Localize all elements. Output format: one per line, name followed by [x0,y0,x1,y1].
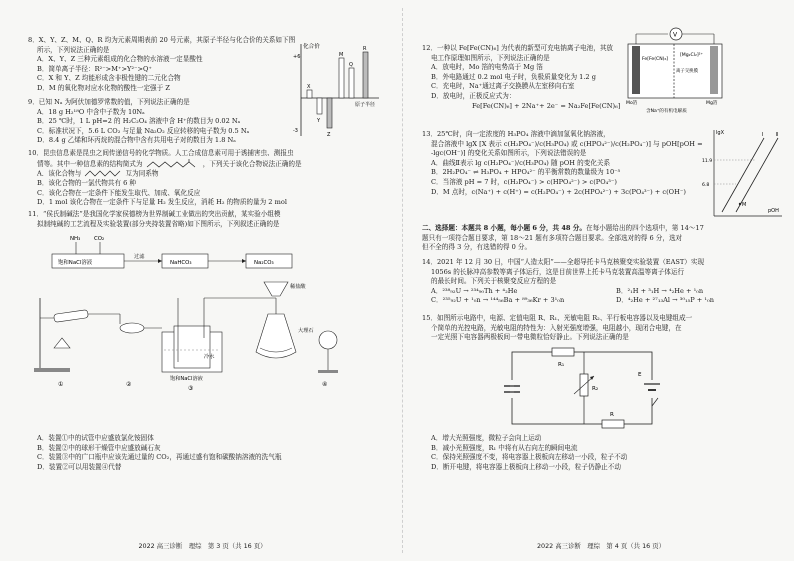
right-page-footer: 2022 高三诊断 理综 第 4 页（共 16 页） [536,542,666,550]
q15-label-r2: R₂ [592,386,599,392]
q8-letter-x: X [307,84,311,90]
q13-option-a: A．曲线Ⅱ表示 lg c(H₂PO₄⁻)/c(H₃PO₄) 随 pOH 的变化关系 [431,158,611,167]
q8-chart-ylabel: 化合价 [303,44,320,50]
q13-chart-ylabel: lgX [716,130,724,136]
q11-label-hcl: 稀盐酸 [290,284,306,290]
section-2-title: 二、选择题：本题共 8 小题，每小题 6 分，共 48 分。 [422,224,586,232]
q13-stem-line: -lgc(OH⁻)] 的变化关系如图所示，下列说法错误的是 [431,149,587,158]
q9-stem-line: 9．已知 Nₐ 为阿伏加德罗常数的值，下列说法正确的是 [28,98,190,106]
q12-electrode-mg: Mg箔 [706,101,718,106]
section-2-line: 但不全的得 3 分，有选错的得 0 分。 [422,243,532,252]
q12-membrane-label: 离子交换膜 [676,69,698,74]
q10-structure-homolog [83,169,123,178]
q12-option-d-equation: Fe[Fe(CN)₆] + 2Na⁺+ 2e⁻ = Na₂Fe[Fe(CN)₆] [472,101,621,110]
q8-option-c: C．X 和 Y、Z 均能形成含非极性键的二元化合物 [37,74,181,83]
q8-option-b: B．简单离子半径：R²⁻>M⁺>Y²⁻>Q⁺ [37,64,152,73]
q8-letter-m: M [339,52,344,58]
q8-bar-z [327,98,332,128]
question-15 [422,314,692,343]
q11-num-2: ② [126,381,132,388]
q15-resistor-r [602,420,624,428]
q11-label-cold-water: 冷水 [204,354,215,360]
q12-option-a: A．放电时，Mo 箔的电势高于 Mg 箔 [431,63,543,72]
q13-option-d: D．M 点时，c(Na⁺) + c(H⁺) = c(H₂PO₄⁻) + 2c(HPO₄²⁻) + 3c(PO₄³⁻) + c(OH⁻) [431,187,686,196]
q15-label-e: E [638,372,642,378]
q12-stem-line: 12．一种以 Fe[Fe(CN)₆] 为代表的新型可充电钠离子电池，其放 [422,44,614,52]
question-10 [28,149,302,208]
q10-stem-line: 10．昆虫信息素是昆虫之间传递信号的化学物质。人工合成信息素可用于诱捕害虫、测报虫 [28,149,294,157]
q13-chart-ytick-low: 6.8 [702,183,710,188]
question-12 [422,44,620,111]
q13-option-c: C．当溶液 pH = 7 时，c(H₂PO₄⁻) > c(HPO₄²⁻) > c(PO₄³⁻) [431,177,617,186]
q8-bar-r [363,52,368,98]
q11-options [28,434,281,472]
q10-structure-skeletal [145,159,201,169]
q10-option-a: A．该化合物与 [37,169,82,178]
q13-curve-1 [722,138,764,212]
q11-option-b: B．装置②中的球形干燥管中应盛放碱石灰 [37,443,161,452]
q10-stem-line: ，下列关于该化合物说法正确的是 [202,159,302,168]
q8-bar-m [339,58,344,98]
q11-option-d: D．装置②可以用装置④代替 [37,462,122,471]
q13-curve-1-label: Ⅰ [762,132,764,138]
q13-chart-ytick-high: 11.9 [702,159,713,164]
section-2-header [422,224,704,253]
q8-letter-z: Z [327,132,331,138]
q12-mg-electrode [710,46,718,94]
question-11 [28,210,281,229]
left-page-footer: 2022 高三诊断 理综 第 3 页（共 16 页） [138,542,267,550]
q15-option-b: B．减小光照强度，R₁ 中将有从右向左的瞬间电流 [431,443,578,452]
q15-circuit-figure [502,346,662,432]
q10-stem-line: 情等。其中一种信息素的结构简式为 [37,159,143,168]
q13-curve-2-label: Ⅱ [776,132,779,138]
q13-option-b: B．2H₂PO₄⁻ ⇌ H₃PO₄ + HPO₄²⁻ 的平衡常数的数量级为 10⁻⁵ [431,168,621,177]
q15-resistor-r1 [552,348,574,356]
section-2-line: 在每小题给出的四个选项中，第 14～17 [586,224,704,232]
q12-left-species: Fe[Fe(CN)₆] [642,57,669,62]
q14-option-d: D．⁴₂He + ²⁷₁₃Al → ³⁰₁₅P + ¹₀n [616,296,714,305]
q10-option-a-suffix: 互为同系物 [125,169,159,178]
q8-stem-line: 8．X、Y、Z、M、Q、R 均为元素周期表前 20 号元素，其原子半径与化合价的关系如下图 [28,36,296,44]
q8-bar-x [307,90,312,98]
q8-chart-tick-top: +6 [293,54,301,60]
q9-option-a: A．18 g H₂¹⁸O 中含中子数为 10Nₐ [37,107,145,116]
q11-box-nahco3-label: NaHCO₃ [170,260,192,266]
q11-label-marble: 大理石 [298,328,314,334]
q13-stem-line: 13．25℃时，向一定浓度的 H₃PO₄ 溶液中滴加氢氧化钠溶液， [422,130,610,138]
q11-option-a: A．装置①中的试管中应盛放氯化铵固体 [37,434,154,442]
q8-option-a: A．X、Y、Z 三种元素组成的化合物的水溶液一定显酸性 [37,55,203,64]
q12-option-b: B．外电路通过 0.2 mol 电子时，负极质量变化为 1.2 g [431,72,596,81]
question-8 [28,36,295,94]
q15-switch [652,398,658,406]
q11-num-1: ① [58,381,64,388]
q11-stem-line: 拟制纯碱的工艺流程及实验装置(部分夹持装置省略)如下图所示，下列叙述正确的是 [37,219,280,228]
q11-input-co2: CO₂ [94,236,105,242]
q14-stem-line: 14．2021 年 12 月 30 日，中国“人造太阳”——全超导托卡马克核聚变实验装置（EAST）实现 [422,258,705,266]
q11-option-c: C．装置③中的广口瓶中应该先通过量的 CO₂，再通过盛有饱和碳酸钠溶液的洗气瓶 [37,453,282,462]
q12-mo-electrode [632,46,640,94]
question-9 [28,98,249,146]
q14-option-a: A．²³⁸₉₂U → ²³⁴₉₀Th + ⁴₂He [431,286,518,295]
q13-lgx-pOH-chart [702,126,786,222]
q10-option-c: C．该化合物在一定条件下能发生取代、加成、氧化反应 [37,188,201,197]
q11-input-nh3: NH₃ [70,236,81,242]
q15-label-r: R [610,412,614,418]
q9-option-c: C．标准状况下，5.6 L CO₂ 与足量 Na₂O₂ 反应转移的电子数为 0.5 Nₐ [37,126,250,135]
question-13 [422,130,703,197]
q8-chart-xlabel: 原子半径 [355,102,376,108]
q14-stem-line: 1056s 的长脉冲高参数等离子体运行，这是目前世界上托卡马克装置高温等离子体运行 [431,267,685,276]
q8-letter-y: Y [317,118,321,124]
q8-letter-q: Q [349,62,353,68]
q13-curve-2 [736,138,778,212]
q8-chart-tick-bottom: -3 [293,128,298,134]
q12-option-c: C．充电时，Na⁺通过离子交换膜从左室移向右室 [431,82,575,91]
q10-option-d: D．1 mol 该化合物在一定条件下与足量 H₂ 发生反应，消耗 H₂ 的物质的量为 2 mol [37,198,287,207]
q11-stem-line: 11．“侯氏制碱法”是我国化学家侯德榜为世界制碱工业做出的突出贡献，某实验小组模 [28,210,281,218]
q8-stem-line: 所示，下列说法正确的是 [37,45,110,54]
q8-option-d: D．M 的氧化物对应水化物的酸性一定强于 Z [37,83,170,92]
q9-option-b: B．25 ℃时，1 L pH=2 的 H₂C₂O₄ 溶液中含 H⁺的数目为 0.02 Nₐ [37,117,241,126]
q12-right-species: [Mg₂Cl₂]²⁺ [680,53,703,58]
q11-flow-diagram [50,232,310,276]
left-page [10,10,395,550]
q14-option-c: C．²³⁵₉₂U + ¹₀n → ¹⁴⁴₅₆Ba + ⁸⁹₃₆Kr + 3¹₀n [431,296,565,305]
q13-stem-line: 混合溶液中 lgX [X 表示 c(H₂PO₄⁻)/c(H₃PO₄) 或 c(HPO₄²⁻)/c(H₂PO₄⁻)] 与 pOH[pOH = [431,139,703,148]
q8-radius-valence-chart [293,40,383,140]
q14-option-b: B．²₁H + ³₁H → ⁴₂He + ¹₀n [616,286,704,295]
q11-num-3: ③ [188,385,194,392]
q15-stem-line: 15．如图所示电路中，电源、定值电阻 R、R₁、光敏电阻 R₂、平行板电容器以及电键组成一 [422,314,693,322]
q12-option-d: D．放电时，正极反应式为： [431,91,516,100]
question-14 [422,258,714,306]
q13-chart-xlabel: pOH [768,208,779,214]
q11-apparatus-figure [32,278,362,392]
q11-label-nacl: 饱和NaCl溶液 [170,376,203,382]
q15-option-c: C．保持光照强度不变，将电容器上极板向左移动一小段，粒子不动 [431,453,628,462]
q15-stem-line: 个简单的光控电路，光敏电阻的特性为：入射光强度增强，电阻越小，现闭合电键，在 [431,323,682,332]
q15-option-d: D．断开电键，将电容器上极板向上移动一小段，粒子仍静止不动 [431,462,621,471]
page-divider [402,8,403,553]
q9-option-d: D．8.4 g 乙烯和环丙烷的混合物中含有共用电子对的数目为 1.8 Nₐ [37,136,236,145]
q12-stem-line: 电工作原理如图所示，下列说法正确的是 [431,53,550,62]
q10-option-b: B．该化合物的一氯代物共有 6 种 [37,179,136,188]
q11-num-4: ④ [322,381,328,388]
q12-cell-figure [622,26,732,114]
q15-options [422,434,627,472]
q8-bar-q [349,68,354,98]
q8-letter-r: R [363,46,367,52]
right-page [412,10,790,550]
q15-label-r1: R₁ [558,362,565,368]
q11-box-na2co3-label: Na₂CO₃ [254,260,274,266]
q12-caption: 含Na⁺的有机电解质 [646,109,687,114]
q14-stem-line: 的最长时间。下列关于核聚变反应方程的是 [431,277,557,286]
q13-point-m [739,203,741,205]
q12-electrode-mo: Mo箔 [626,101,638,106]
q15-option-a: A．增大光照强度，微粒子会向上运动 [431,434,542,442]
q8-bar-y [317,98,322,114]
q11-step-filter: 过滤 [134,254,145,260]
q13-point-m-label: M [742,202,747,208]
q12-meter-label: V [673,31,678,39]
q11-box-nacl-label: 饱和NaCl溶液 [58,260,93,266]
q15-stem-line: 一定光照下电容器两极板间一带电微粒恰好静止。下列说法正确的是 [431,333,629,342]
section-2-line: 题只有一项符合题目要求，第 18～21 题有多项符合题目要求。全部选对的得 6 分，选对 [422,233,683,242]
